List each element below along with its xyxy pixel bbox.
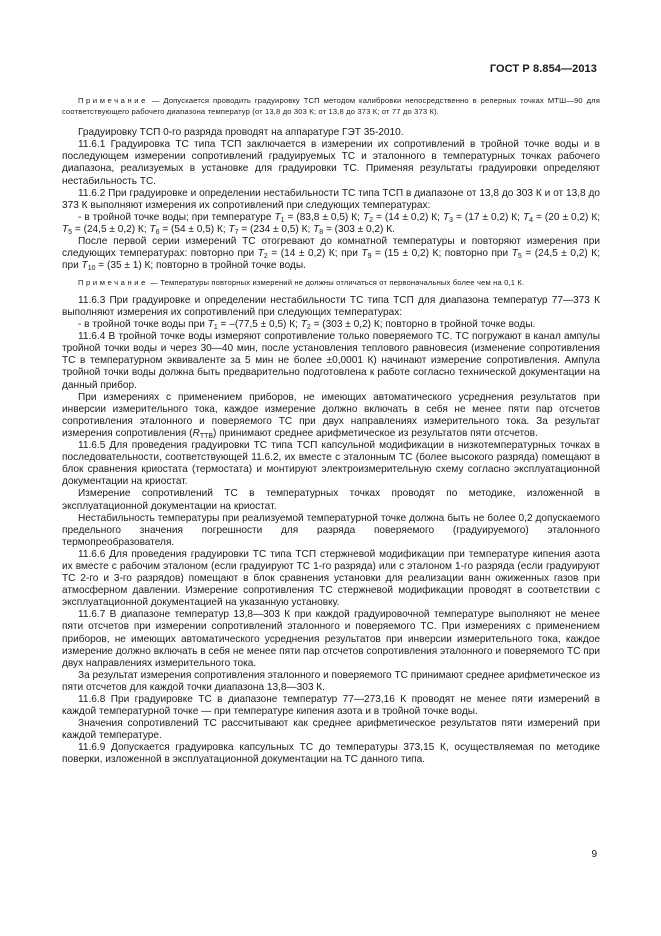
paragraph: Нестабильность температуры при реализуемой температурной точке должна быть не более 0,2 допускаемого предельного значения погрешности для разряда поверяемого (градуируемого) эталонного термопреобразователя. — [62, 512, 600, 548]
note-2 — [62, 278, 600, 289]
note-1 — [62, 96, 600, 117]
paragraph: Градуировку ТСП 0-го разряда проводят на аппаратуре ГЭТ 35-2010. — [78, 127, 404, 139]
page-number: 9 — [591, 849, 597, 860]
temperature-list: - в тройной точке воды; при температуре $T_1 = (83,8 \pm 0,5)$ К; $T_2 = (14 \pm 0,2)$ К; $T_3 = (17 \pm 0,2)$ К; $T_4 = (20 \pm 0,2)$ К; $T_5 = (24,5 \pm 0,2)$ К; $T_6 = (54 \pm 0,5)$ К; $T_7 = (234 \pm 0,5)$ К; $T_8 = (303 \pm 0,2)$ К. — [62, 211, 601, 236]
paragraph-11-6-8: 11.6.8 При градуировке ТС в диапазоне температур 77—273,16 К проводят не менее пяти измерений в каждой температурной точке — при температуре кипения азота и в тройной точке воды. — [62, 694, 600, 718]
paragraph-11-6-4: 11.6.4 В тройной точке воды измеряют сопротивление только поверяемого ТС. ТС погружают в канал ампулы тройной точки воды и через 30—40 мин, после установления теплового равновесия (изменение сопротивления ТС в температурном эквиваленте за 5 мин не более ±0,0001 К) начинают измерение сопротивления. Ампула тройной точки воды должна быть предварительно подготовлена к работе согласно технической документации на данный прибор. — [62, 331, 600, 391]
body-text-2 — [62, 295, 600, 767]
paragraph: Измерение сопротивлений ТС в температурных точках проводят по методике, изложенной в эксплуатационной документации на криостат. — [62, 488, 600, 512]
note-label: Примечание — [78, 278, 148, 288]
paragraph-11-6-1: 11.6.1 Градуировка ТС типа ТСП заключается в измерении их сопротивлений в тройной точке воды и в последующем измерении сопротивлений градуируемых ТС и эталонного в температурных точках рабочего диапазона, реализуемых в установке для градуировки ТС. Применяя результаты градуировки определяют нестабильность ТС. — [62, 139, 600, 187]
body-text — [62, 127, 600, 272]
paragraph: За результат измерения сопротивления эталонного и поверяемого ТС принимают среднее арифметическое из пяти отсчетов для каждой точки диапазона 13,8—303 К. — [62, 669, 600, 693]
note-text: — Температуры повторных измерений не должны отличаться от первоначальных более чем на 0,1 К. — [147, 278, 525, 288]
paragraph-11-6-9: 11.6.9 Допускается градуировка капсульных ТС до температуры 373,15 К, осуществляемая по методике поверки, изложенной в эксплуатационной документации на ТС данного типа. — [62, 742, 600, 766]
paragraph: При измерениях с применением приборов, не имеющих автоматического усреднения результатов при инверсии измерительного тока, каждое измерение должно включать в себя не менее пяти пар отсчетов сопротивления эталонного и поверяемого ТС при двух направлениях измерительного тока. За результат измерения сопротивления $(R_{ТТВ})$ принимают среднее арифметическое из результатов пяти отсчетов. — [62, 391, 600, 440]
page-content — [62, 96, 600, 767]
temperature-list-2: - в тройной точке воды при $T_1 = -(77,5 \pm 0,5)$ К; $T_2 = (303 \pm 0,2)$ К; повторно в тройной точке воды. — [78, 319, 536, 332]
paragraph: Значения сопротивлений ТС рассчитывают как среднее арифметическое результатов пяти измерений при каждой температуре. — [62, 718, 600, 742]
paragraph-11-6-3: 11.6.3 При градуировке и определении нестабильности ТС типа ТСП для диапазона температур 77—373 К выполняют измерения их сопротивлений при следующих температурах: — [62, 294, 600, 318]
note-text: — Допускается проводить градуировку ТСП методом калибровки непосредственно в реперных точках МТШ—90 для соответствующего рабочего диапазона температур (от 13,8 до 303 К; от 13,8 до 373 К; от 77 до 373 К). — [62, 96, 600, 116]
paragraph-11-6-5: 11.6.5 Для проведения градуировки ТС типа ТСП капсульной модификации в низкотемпературных точках в последовательности, соответствующей 11.6.2, их вместе с эталонным ТС (более высокого разряда) помещают в блок сравнения криостата (термостата) и монтируют электроизмерительную схему согласно эксплуатационной документации на криостат. — [62, 440, 600, 488]
note-label: Примечание — [78, 96, 148, 105]
paragraph-11-6-6: 11.6.6 Для проведения градуировки ТС типа ТСП стержневой модификации при температуре кипения азота их вместе с рабочим эталоном (если градуируют ТС 1-го разряда) или с эталоном 1-го разряда (если градуируют ТС 2-го и 3-го разрядов) помещают в блок сравнения установки для реализации ванн ожиженных газов при атмосферном давлении. Измерение сопротивления ТС стержневой модификации проводят в соответствии с эксплуатационной документацией на указанную установку. — [62, 548, 600, 609]
repeat-measurements: После первой серии измерений ТС отогревают до комнатной температуры и повторяют измерения при следующих температурах: повторно при $T_2 = (14 \pm 0,2)$ К; при $T_9 = (15 \pm 0,2)$ К; повторно при $T_5 = (24,5 \pm 0,2)$ К; при $T_{10} = (35 \pm 1)$ К; повторно в тройной точке воды. — [62, 236, 600, 273]
paragraph-11-6-7: 11.6.7 В диапазоне температур 13,8—303 К при каждой градуировочной температуре выполняют не менее пяти отсчетов при измерении сопротивлений эталонного и поверяемого ТС. При измерениях с применением приборов, не имеющих автоматического усреднения результатов при инверсии измерительного тока, каждое измерение должно включать в себя не менее пяти пар отсчетов сопротивления эталонного и поверяемого ТС при двух направлениях измерительного тока. — [62, 609, 600, 669]
document-header: ГОСТ Р 8.854—2013 — [489, 63, 597, 75]
paragraph-11-6-2: 11.6.2 При градуировке и определении нестабильности ТС типа ТСП в диапазоне от 13,8 до 303 К и от 13,8 до 373 К выполняют измерения их сопротивлений при следующих температурах: — [62, 187, 600, 211]
